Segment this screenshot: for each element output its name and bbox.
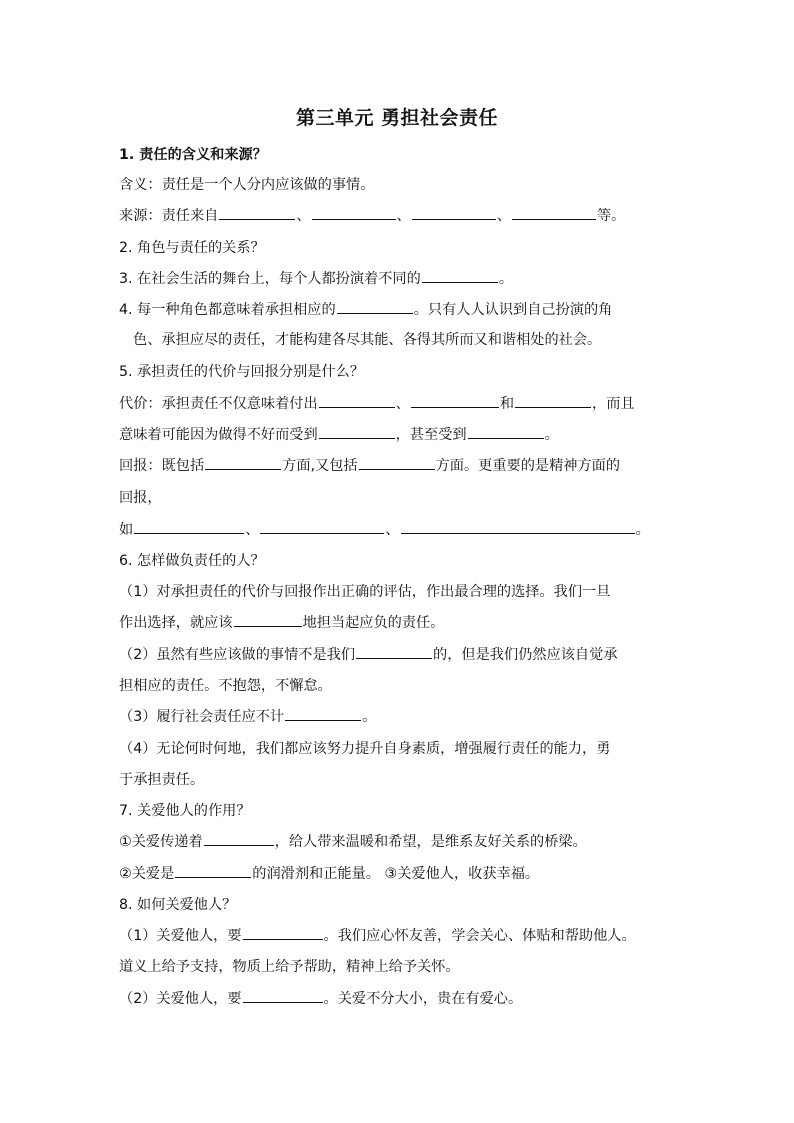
q8-item-2-text-b: 。关爱不分大小，贵在有爱心。 <box>323 991 523 1007</box>
q6-item-4-line-1 <box>119 737 689 761</box>
q5-cost-text-b: ，而且 <box>592 396 635 412</box>
q5-return-text-a: 回报：既包括 <box>119 458 205 474</box>
q5-return-text-d: 回报， <box>119 490 162 506</box>
blank[interactable] <box>234 611 302 627</box>
q5-and: 和 <box>499 396 515 412</box>
q5-cost-text-a: 代价：承担责任不仅意味着付出 <box>119 396 318 412</box>
q7-item-2-text-b: 的润滑剂和正能量。 ③关爱他人，收获幸福。 <box>252 866 540 882</box>
q3-line <box>119 267 689 291</box>
question-1-text: 1. 责任的含义和来源？ <box>119 147 267 163</box>
q8-item-1-line-1 <box>119 924 689 948</box>
q5-cost-line-1 <box>119 392 689 416</box>
q6-item-1-text-c: 地担当起应负的责任。 <box>302 615 445 631</box>
blank[interactable] <box>219 204 295 220</box>
q6-item-1-line-1 <box>119 580 689 604</box>
q5-return-text-b: 方面,又包括 <box>282 458 358 474</box>
q4-text-c: 色、承担应尽的责任，才能构建各尽其能、各得其所而又和谐相处的社会。 <box>133 332 602 348</box>
q6-item-1-text-a: （1）对承担责任的代价与回报作出正确的评估，作出最合理的选择。我们一旦 <box>119 584 611 600</box>
line-end: 。 <box>498 271 514 287</box>
q1-meaning-text: 含义：责任是一个人分内应该做的事情。 <box>119 177 375 193</box>
q6-item-3-text: （3）履行社会责任应不计 <box>119 709 285 725</box>
question-7 <box>119 799 689 823</box>
question-5-text: 5. 承担责任的代价与回报分别是什么？ <box>119 364 365 380</box>
line-end: 。 <box>635 522 650 538</box>
blank[interactable] <box>260 518 384 534</box>
q1-source-label: 来源：责任来自 <box>119 208 219 224</box>
q7-item-1 <box>119 830 689 854</box>
q6-item-2-line-2 <box>119 674 689 698</box>
blank[interactable] <box>319 423 395 439</box>
q4-text-b: 。只有人人认识到自己扮演的角 <box>413 302 613 318</box>
q4-text-a: 4. 每一种角色都意味着承担相应的 <box>119 302 336 318</box>
q6-item-3 <box>119 705 689 729</box>
q5-cost-text-d: ，甚至受到 <box>395 427 467 443</box>
q1-source <box>119 204 689 228</box>
q6-item-1-line-2 <box>119 611 689 635</box>
q6-item-2-text-a: （2）虽然有些应该做的事情不是我们 <box>119 647 356 663</box>
q7-item-2 <box>119 862 689 886</box>
blank[interactable] <box>204 830 274 846</box>
blank[interactable] <box>319 392 395 408</box>
line-end: 。 <box>362 709 377 725</box>
q5-return-line-1 <box>119 454 689 478</box>
question-2 <box>119 236 689 260</box>
q7-item-1-text-a: ①关爱传递着 <box>119 834 203 850</box>
separator: 、 <box>385 522 400 538</box>
line-end: 。 <box>544 427 559 443</box>
q8-item-2 <box>119 987 689 1011</box>
q5-cost-line-2 <box>119 423 689 447</box>
separator: 、 <box>496 208 511 224</box>
q6-item-2-line-1 <box>119 643 689 667</box>
blank[interactable] <box>175 862 251 878</box>
blank[interactable] <box>515 392 591 408</box>
q8-item-1-text-a: （1）关爱他人，要 <box>119 928 242 944</box>
blank[interactable] <box>401 518 635 534</box>
blank[interactable] <box>412 204 496 220</box>
question-6 <box>119 549 689 573</box>
q5-return-text-c: 方面。更重要的是精神方面的 <box>435 458 621 474</box>
q3-text: 3. 在社会生活的舞台上，每个人都扮演着不同的 <box>119 271 421 287</box>
question-7-text: 7. 关爱他人的作用？ <box>119 803 251 819</box>
q8-item-1-text-b: 。我们应心怀友善，学会关心、体贴和帮助他人。 <box>323 928 636 944</box>
q8-item-1-line-2 <box>119 955 689 979</box>
q4-line-1 <box>119 298 689 322</box>
separator: 、 <box>395 396 410 412</box>
line-end: 等。 <box>596 208 626 224</box>
q6-item-4-text-b: 于承担责任。 <box>119 772 205 788</box>
blank[interactable] <box>285 705 361 721</box>
blank[interactable] <box>337 298 413 314</box>
question-5 <box>119 360 689 384</box>
blank[interactable] <box>243 924 323 940</box>
q1-meaning <box>119 173 689 197</box>
q5-cost-text-c: 意味着可能因为做得不好而受到 <box>119 427 318 443</box>
separator: 、 <box>296 208 311 224</box>
q7-item-1-text-b: ，给人带来温暖和希望，是维系友好关系的桥梁。 <box>274 834 587 850</box>
page-title: 第三单元 勇担社会责任 <box>295 107 499 129</box>
q6-item-1-text-b: 作出选择，就应该 <box>119 615 233 631</box>
blank[interactable] <box>422 267 498 283</box>
separator: 、 <box>396 208 411 224</box>
q4-line-2 <box>133 328 703 352</box>
question-8 <box>119 893 689 917</box>
q5-examples-line <box>119 518 689 542</box>
blank[interactable] <box>356 643 432 659</box>
blank[interactable] <box>512 204 596 220</box>
blank[interactable] <box>205 454 281 470</box>
q6-item-2-text-c: 担相应的责任。不抱怨，不懈怠。 <box>119 678 332 694</box>
q5-return-line-2 <box>119 486 689 510</box>
blank[interactable] <box>312 204 396 220</box>
blank[interactable] <box>411 392 499 408</box>
separator: 、 <box>245 522 260 538</box>
q6-item-2-text-b: 的，但是我们仍然应该自觉承 <box>433 647 618 663</box>
question-8-text: 8. 如何关爱他人？ <box>119 897 237 913</box>
q6-item-4-line-2 <box>119 768 689 792</box>
question-2-text: 2. 角色与责任的关系？ <box>119 240 265 256</box>
blank[interactable] <box>359 454 435 470</box>
blank[interactable] <box>468 423 544 439</box>
question-1 <box>119 143 689 167</box>
q8-item-1-text-c: 道义上给予支持，物质上给予帮助，精神上给予关怀。 <box>119 959 460 975</box>
q6-item-4-text-a: （4）无论何时何地，我们都应该努力提升自身素质，增强履行责任的能力，勇 <box>119 741 611 757</box>
blank[interactable] <box>134 518 244 534</box>
q7-item-2-text-a: ②关爱是 <box>119 866 175 882</box>
blank[interactable] <box>243 987 323 1003</box>
question-6-text: 6. 怎样做负责任的人？ <box>119 553 265 569</box>
q5-examples-label: 如 <box>119 522 134 538</box>
q8-item-2-text-a: （2）关爱他人，要 <box>119 991 242 1007</box>
